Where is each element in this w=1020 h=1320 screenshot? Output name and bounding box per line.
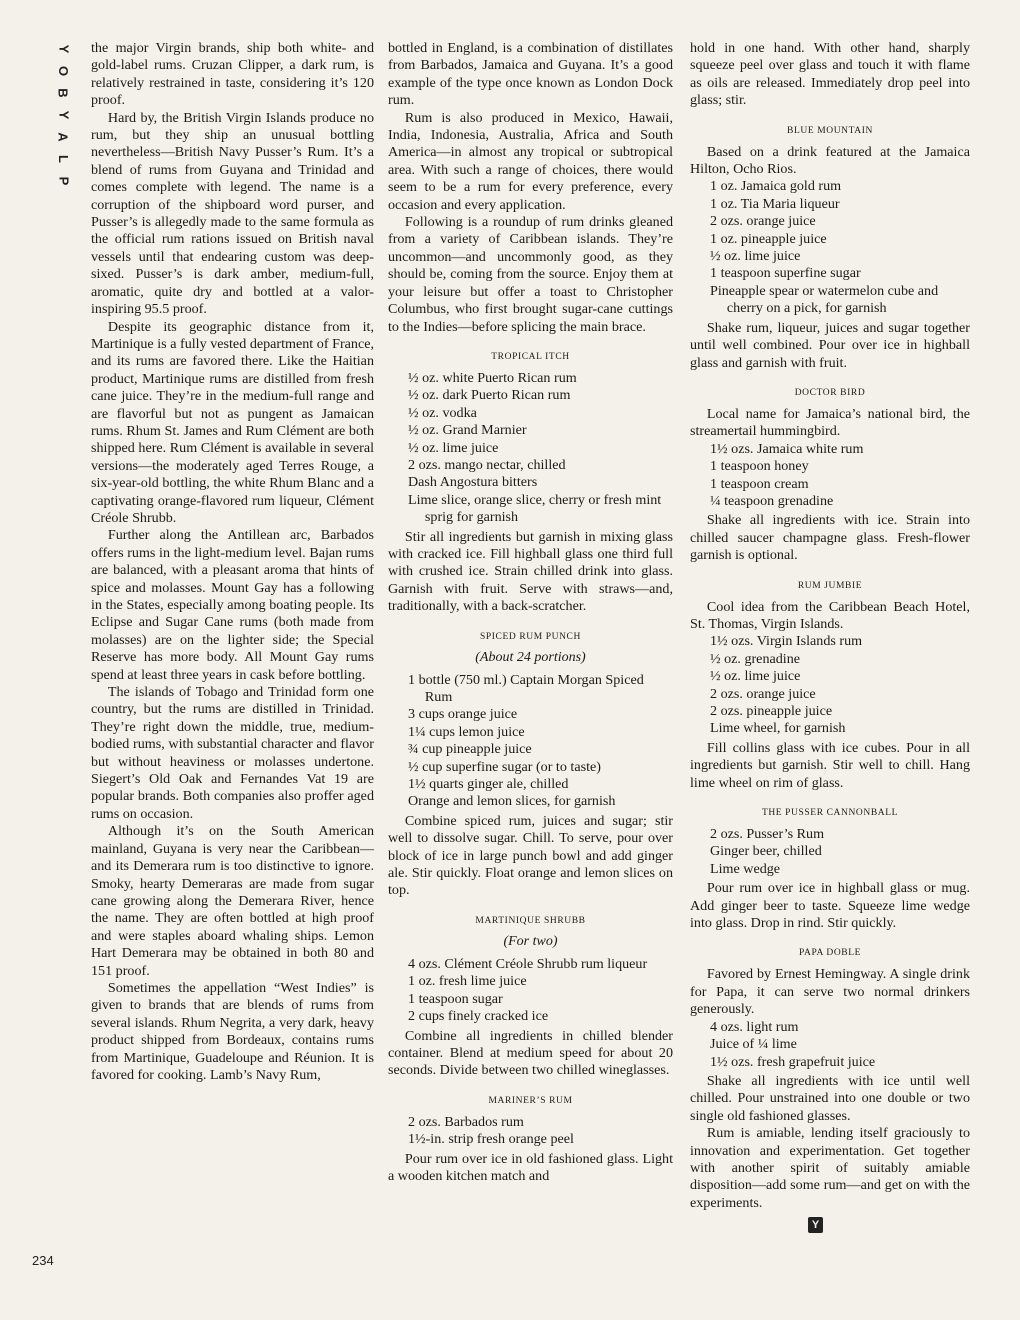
ingredient: Pineapple spear or watermelon cube and cherry on a pick, for garnish (710, 282, 939, 317)
recipe-intro: Based on a drink featured at the Jamaica Hilton, Ocho Rios. (690, 143, 970, 178)
end-mark-row (690, 1216, 970, 1233)
ingredient-list (690, 178, 970, 317)
paragraph: Hard by, the British Virgin Islands produce no rum, but they ship an unusual bottling nevertheless—British Navy Pusser’s Rum. It’s a blend of rums from Guyana and Trinidad and comes complete with legend. The name is a corruption of the shipboard word purser, and Pusser’s is allegedly made to the same formula as the official rum rations issued on British naval vessels until that endearing custom was deep-sixed. Pusser’s is dark amber, medium-full, aromatic, quite dry and bottled at a valor-inspiring 95.5 proof. (91, 109, 374, 318)
sidebar-letter: B (55, 88, 71, 98)
ingredient: ½ oz. lime juice (710, 248, 801, 265)
recipe-papa-doble (690, 946, 970, 1125)
recipe-title: BLUE MOUNTAIN (787, 125, 873, 136)
ingredient: 2 ozs. Barbados rum (408, 1113, 524, 1130)
recipe-directions: Stir all ingredients but garnish in mixing glass with cracked ice. Fill highball glass one third full with crushed ice. Strain chilled drink into glass. Garnish with fruit. Serve with straws—and, traditionally, with a back-scratcher. (388, 528, 673, 615)
sidebar-letter: L (55, 155, 71, 163)
ingredient: Orange and lemon slices, for garnish (408, 793, 616, 810)
sidebar-letter: Y (55, 44, 71, 54)
ingredient: 2 ozs. pineapple juice (710, 703, 833, 719)
ingredient: 4 ozs. Clément Créole Shrubb rum liqueur (408, 955, 648, 972)
paragraph: Despite its geographic distance from it, Martinique is a fully vested department of France, and its rums are favored there. Like the Haitian product, Martinique rums are distilled from fresh cane juice. They’re in the medium-full range and are flavorful but not as pungent as Jamaican rums. Rhum St. James and Rum Clément are both shipped here. Rum Clément is available in several versions—the moderately aged Terres Rouge, a six-year-old bottling, the white Rhum Blanc and a captivating orange-flavored rum liqueur, Clément Créole Shrubb. (91, 318, 374, 526)
paragraph: hold in one hand. With other hand, sharply squeeze peel over glass and touch it with flame as oils are released. Immediately drop peel into glass; stir. (690, 40, 970, 109)
closing-paragraph: Rum is amiable, lending itself graciously to innovation and experimentation. Get together with another spirit of suitably amiable disposition—add some rum—and get on with the experiments. (690, 1125, 970, 1211)
recipe-rum-jumbie (690, 579, 970, 792)
ingredient-list (690, 441, 970, 511)
recipe-title: PAPA DOBLE (798, 948, 862, 959)
ingredient: 1 teaspoon superfine sugar (710, 265, 861, 282)
ingredient: ½ oz. grenadine (710, 650, 801, 667)
recipe-mariners-rum (388, 1094, 673, 1186)
recipe-intro: Local name for Jamaica’s national bird, the streamertail hummingbird. (690, 405, 970, 440)
ingredient: 4 ozs. light rum (710, 1018, 799, 1035)
ingredient: 1½ ozs. Virgin Islands rum (710, 633, 863, 650)
recipe-subtitle: (For two) (503, 933, 558, 949)
ingredient: 1 oz. Tia Maria liqueur (710, 195, 840, 212)
recipe-directions: Shake all ingredients with ice until well chilled. Pour unstrained into one double or two single old fashioned glasses. (690, 1072, 970, 1124)
page-number: 234 (32, 1253, 54, 1268)
recipe-subtitle: (About 24 portions) (475, 649, 586, 665)
ingredient: ½ cup superfine sugar (or to taste) (408, 758, 601, 775)
ingredient: 1½ ozs. Jamaica white rum (710, 440, 864, 457)
ingredient: 2 ozs. mango nectar, chilled (408, 456, 566, 473)
paragraph: The islands of Tobago and Trinidad form one country, but the rums are distilled in Trinidad. They’re right down the middle, true, medium-bodied rums, with substantial character and flavor but without heaviness or molasses undertone. Siegert’s Old Oak and Fernandes Vat 19 are popular brands. Both companies also proffer aged rums on occasion. (91, 684, 374, 822)
recipe-directions: Combine all ingredients in chilled blender container. Blend at medium speed for about 20 seconds. Divide between two chilled wineglasses. (388, 1027, 673, 1079)
ingredient-list (388, 672, 673, 811)
recipe-directions: Pour rum over ice in highball glass or mug. Add ginger beer to taste. Squeeze lime wedge into glass. Drop in rind. Stir quickly. (690, 880, 970, 932)
recipe-directions: Pour rum over ice in old fashioned glass. Light a wooden kitchen match and (388, 1150, 673, 1184)
ingredient-list (388, 1114, 673, 1149)
sidebar-letter: Y (55, 110, 71, 120)
ingredient: Lime slice, orange slice, cherry or fresh mint sprig for garnish (408, 491, 662, 526)
column-1 (91, 40, 374, 1084)
ingredient: ½ oz. lime juice (710, 668, 801, 685)
ingredient: ¾ cup pineapple juice (408, 741, 532, 758)
recipe-doctor-bird (690, 386, 970, 565)
ingredient: 3 cups orange juice (408, 706, 518, 723)
ingredient-list (388, 370, 673, 527)
ingredient-list (690, 1019, 970, 1071)
ingredient: ½ oz. dark Puerto Rican rum (408, 387, 571, 404)
recipe-spiced-rum-punch (388, 630, 673, 900)
sidebar-letter: O (56, 65, 71, 77)
ingredient: ¼ teaspoon grenadine (710, 492, 834, 509)
ingredient-list (690, 826, 970, 878)
ingredient: 2 ozs. Pusser’s Rum (710, 826, 825, 843)
ingredient: 1½-in. strip fresh orange peel (408, 1131, 574, 1148)
paragraph: the major Virgin brands, ship both white- and gold-label rums. Cruzan Clipper, a dark rum, is relatively restrained in taste, considering it’s 120 proof. (91, 40, 374, 109)
ingredient: 1 oz. fresh lime juice (408, 973, 527, 990)
recipe-tropical-itch (388, 350, 673, 616)
ingredient: 1 teaspoon sugar (408, 990, 503, 1007)
ingredient: ½ oz. white Puerto Rican rum (408, 369, 577, 386)
recipe-martinique-shrubb (388, 914, 673, 1080)
ingredient: 1 teaspoon cream (710, 475, 809, 492)
paragraph: Further along the Antillean arc, Barbados offers rums in the light-medium level. Bajan rums are balanced, with a pleasant aroma that hints of spice and molasses. Mount Gay has a following in the States, especially among boating people. Its Eclipse and Sugar Cane rums (both made from molasses) are on the lighter side; the Special Reserve has more body. All Mount Gay rums spend at least three years in cask before bottling. (91, 527, 374, 683)
sidebar-letter: A (55, 132, 71, 142)
column-2 (388, 40, 673, 1185)
recipe-title: SPICED RUM PUNCH (480, 631, 581, 642)
ingredient: 1 teaspoon honey (710, 458, 809, 475)
magazine-name-vertical (52, 38, 74, 192)
ingredient: 1½ ozs. fresh grapefruit juice (710, 1053, 876, 1070)
ingredient: 1 oz. Jamaica gold rum (710, 178, 842, 195)
sidebar-letter: P (55, 176, 71, 186)
recipe-intro: Favored by Ernest Hemingway. A single drink for Papa, it can serve two normal drinkers generously. (690, 966, 970, 1018)
recipe-title: MARINER’S RUM (488, 1095, 573, 1106)
recipe-directions: Shake rum, liqueur, juices and sugar together until well combined. Pour over ice in highball glass and garnish with fruit. (690, 319, 970, 371)
ingredient: 1 bottle (750 ml.) Captain Morgan Spiced Rum (408, 671, 644, 705)
paragraph: Following is a roundup of rum drinks gleaned from a variety of Caribbean islands. They’re uncommon—and uncommonly good, as they should be, coming from the source. Enjoy them at your leisure but offer a toast to Christopher Columbus, who first brought sugar-cane cuttings to the Indies—before splicing the main brace. (388, 214, 673, 335)
recipe-title: DOCTOR BIRD (794, 387, 866, 398)
recipe-directions: Shake all ingredients with ice. Strain into chilled saucer champagne glass. Fresh-flower garnish is optional. (690, 512, 970, 564)
ingredient-list (388, 956, 673, 1026)
recipe-title: MARTINIQUE SHRUBB (475, 915, 586, 926)
paragraph: Although it’s on the South American mainland, Guyana is very near the Caribbean—and its Demerara rum is too distinctive to ignore. Smoky, hearty Demeraras are made from sugar cane growing along the Demerara River, hence the name. They are often bottled at high proof and were staples aboard whaling ships. Lemon Hart Demerara may be obtained in both 80 and 151 proof. (91, 823, 374, 979)
ingredient: ½ oz. lime juice (408, 439, 499, 456)
ingredient: 1 oz. pineapple juice (710, 230, 827, 247)
paragraph: bottled in England, is a combination of distillates from Barbados, Jamaica and Guyana. It’s a good example of the type once known as London Dock rum. (388, 40, 673, 109)
column-3 (690, 40, 970, 1234)
recipe-pusser-cannonball (690, 806, 970, 932)
ingredient: Lime wedge (710, 860, 781, 877)
ingredient: Dash Angostura bitters (408, 474, 538, 491)
ingredient: 1½ quarts ginger ale, chilled (408, 776, 569, 793)
end-mark-icon: Y (808, 1217, 823, 1233)
recipe-intro: Cool idea from the Caribbean Beach Hotel, St. Thomas, Virgin Islands. (690, 598, 970, 632)
recipe-title: TROPICAL ITCH (491, 351, 570, 362)
recipe-title: RUM JUMBIE (797, 580, 863, 591)
recipe-blue-mountain (690, 124, 970, 372)
paragraph: Sometimes the appellation “West Indies” is given to brands that are blends of rums from several islands. Rhum Negrita, a very dark, heavy product shipped from Bordeaux, contains rums from Martinique, Guadeloupe and Réunion. It is favored for cooking. Lamb’s Navy Rum, (91, 979, 374, 1083)
ingredient-list (690, 633, 970, 737)
ingredient: 1¼ cups lemon juice (408, 723, 525, 740)
ingredient: Ginger beer, chilled (710, 843, 822, 860)
ingredient: ½ oz. Grand Marnier (408, 422, 527, 439)
ingredient: ½ oz. vodka (408, 404, 477, 421)
ingredient: Juice of ¼ lime (710, 1036, 797, 1053)
ingredient: Lime wheel, for garnish (710, 720, 846, 737)
recipe-directions: Combine spiced rum, juices and sugar; stir well to dissolve sugar. Chill. To serve, pour over block of ice in large punch bowl and add ginger ale. Stir quickly. Float orange and lemon slices on top. (388, 812, 673, 899)
paragraph: Rum is also produced in Mexico, Hawaii, India, Indonesia, Australia, Africa and South America—in almost any tropical or subtropical area. With such a range of choices, there would seem to be a rum for every preference, every occasion and every application. (388, 109, 673, 213)
ingredient: 2 ozs. orange juice (710, 685, 816, 702)
recipe-directions: Fill collins glass with ice cubes. Pour in all ingredients but garnish. Stir well to chill. Hang lime wheel on rim of glass. (690, 739, 970, 791)
ingredient: 2 ozs. orange juice (710, 213, 816, 230)
recipe-title: THE PUSSER CANNONBALL (761, 808, 899, 819)
ingredient: 2 cups finely cracked ice (408, 1008, 549, 1025)
